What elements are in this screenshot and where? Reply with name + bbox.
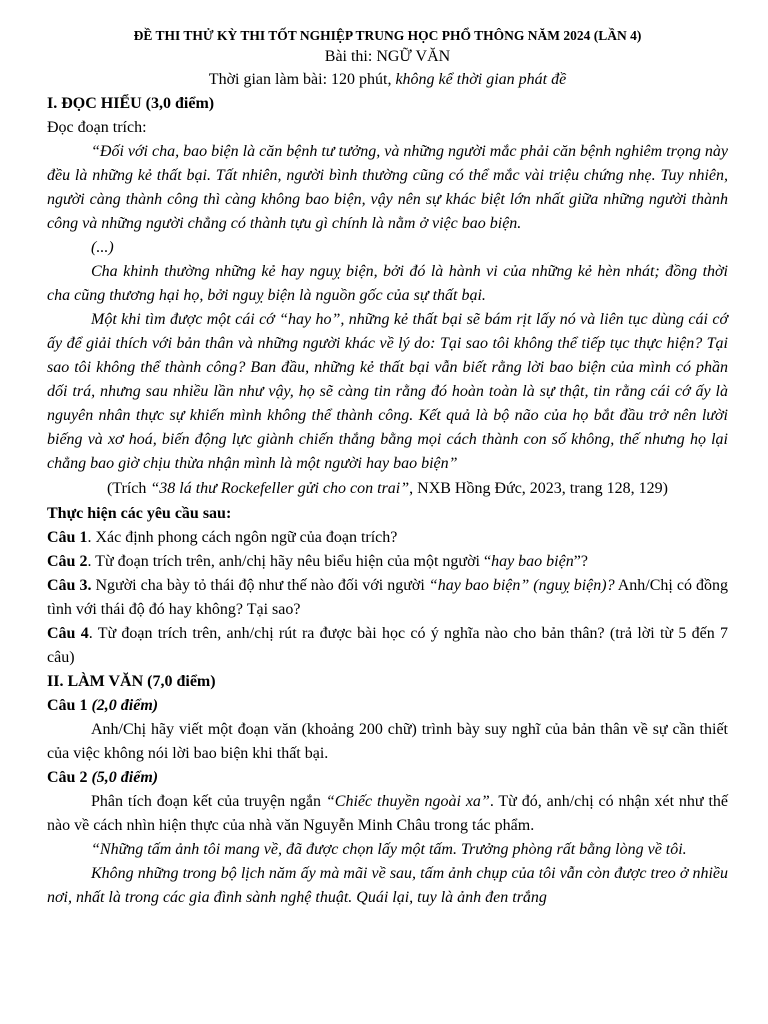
citation-work: “38 lá thư Rockefeller gửi cho con trai”	[150, 480, 410, 497]
question-1	[47, 526, 728, 550]
question-2	[47, 550, 728, 574]
essay-question-2-text	[47, 790, 728, 838]
essay-question-2-points: (5,0 điểm)	[91, 769, 159, 786]
time-prefix: Thời gian làm bài: 120 phút,	[208, 71, 396, 88]
exam-title: ĐỀ THI THỬ KỲ THI TỐT NGHIỆP TRUNG HỌC PHỔ THÔNG NĂM 2024 (LẦN 4)	[133, 28, 642, 43]
story-excerpt-paragraph-1: “Những tấm ảnh tôi mang về, đã được chọn lấy một tấm. Trưởng phòng rất bằng lòng về tôi.	[91, 841, 687, 858]
question-3	[47, 574, 728, 622]
time-suffix: không kể thời gian phát đề	[395, 71, 567, 88]
story-excerpt-paragraph-2: Không những trong bộ lịch năm ấy mà mãi về sau, tấm ảnh chụp của tôi vẫn còn được treo ở nhiều nơi, nhất là trong các gia đình sành nghệ thuật. Quái lại, tuy là ảnh đen trắng	[47, 865, 728, 906]
question-2-label: Câu 2	[47, 553, 88, 570]
excerpt-ellipsis: (...)	[91, 239, 114, 256]
question-1-label: Câu 1	[47, 529, 88, 546]
essay-question-2-text-a: Phân tích đoạn kết của truyện ngắn	[91, 793, 326, 810]
essay-question-2-work: “Chiếc thuyền ngoài xa”	[325, 793, 490, 810]
question-2-text-italic: hay bao biện	[491, 553, 574, 570]
essay-question-1-label: Câu 1	[47, 697, 92, 714]
essay-question-1-heading	[47, 694, 728, 718]
task-heading: Thực hiện các yêu cầu sau:	[47, 505, 232, 522]
question-4-label: Câu 4	[47, 625, 89, 642]
exam-time	[47, 68, 728, 92]
question-3-text-italic: “hay bao biện” (nguỵ biện)?	[428, 577, 615, 594]
essay-question-1-text: Anh/Chị hãy viết một đoạn văn (khoảng 200 chữ) trình bày suy nghĩ của bản thân về sự cần thiết của việc không nói lời bao biện khi thất bại.	[47, 721, 728, 762]
question-2-text-a: . Từ đoạn trích trên, anh/chị hãy nêu biểu hiện của một người “	[87, 553, 492, 570]
essay-question-2-text-b: . Từ đó, anh/chị có nhận xét như thế nào về cách nhìn hiện thực của nhà văn Nguyễn Minh Châu trong tác phẩm.	[47, 793, 728, 834]
section1-heading: I. ĐỌC HIỂU (3,0 điểm)	[47, 95, 215, 112]
essay-question-1-points: (2,0 điểm)	[91, 697, 159, 714]
excerpt-paragraph-1: “Đối với cha, bao biện là căn bệnh tư tưởng, và những người mắc phải căn bệnh nghiêm trọng này đều là những kẻ thất bại. Tất nhiên, người bình thường cũng có thể mắc vài triệu chứng nhẹ. Tuy nhiên, người càng thành công thì càng không bao biện, vậy nên sự khác biệt lớn nhất giữa những người thành công và những người chẳng có thành tựu gì chính là nằm ở việc bao biện.	[47, 143, 728, 232]
exam-subject: Bài thi: NGỮ VĂN	[324, 48, 451, 65]
question-3-text-b: Anh/Chị có đồng tình với thái độ đó hay không? Tại sao?	[47, 577, 728, 618]
question-3-text-a: Người cha bày tỏ thái độ như thế nào đối với người	[91, 577, 429, 594]
excerpt-paragraph-3: Một khi tìm được một cái cớ “hay ho”, những kẻ thất bại sẽ bám rịt lấy nó và liên tục dùng cái cớ ấy để giải thích với bản thân và những người khác về lý do: Tại sao tôi không thể tiếp tục thực hiện? Tại sao tôi không thể thành công? Ban đầu, những kẻ thất bại vẫn biết rằng lời bao biện của mình có phần dối trá, nhưng sau nhiều lần như vậy, họ sẽ càng tin rằng đó hoàn toàn là sự thật, tin rằng cái cớ ấy là nguyên nhân thực sự khiến mình không thể thành công. Kết quả là bộ não của họ bắt đầu trở nên lười biếng và xơ hoá, biến động lực giành chiến thắng bằng mọi cách thành con số không, thế nhưng họ lại chẳng bao giờ chịu thừa nhận mình là một người hay bao biện”	[47, 311, 728, 472]
excerpt-citation	[47, 477, 728, 501]
section1-intro: Đọc đoạn trích:	[47, 119, 147, 136]
question-4	[47, 622, 728, 670]
essay-question-2-label: Câu 2	[47, 769, 92, 786]
section2-heading: II. LÀM VĂN (7,0 điểm)	[47, 673, 216, 690]
question-1-text: . Xác định phong cách ngôn ngữ của đoạn trích?	[87, 529, 398, 546]
excerpt-paragraph-2: Cha khinh thường những kẻ hay nguỵ biện, bởi đó là hành vi của những kẻ hèn nhát; đồng thời cha cũng thương hại họ, bởi nguỵ biện là nguồn gốc của sự thất bại.	[47, 263, 728, 304]
essay-question-2-heading	[47, 766, 728, 790]
question-4-text: . Từ đoạn trích trên, anh/chị rút ra được bài học có ý nghĩa nào cho bản thân? (trả lời từ 5 đến 7 câu)	[47, 625, 729, 666]
citation-suffix: , NXB Hồng Đức, 2023, trang 128, 129)	[409, 480, 669, 497]
question-2-text-b: ”?	[573, 553, 588, 570]
citation-prefix: (Trích	[106, 480, 151, 497]
question-3-label: Câu 3.	[47, 577, 92, 594]
